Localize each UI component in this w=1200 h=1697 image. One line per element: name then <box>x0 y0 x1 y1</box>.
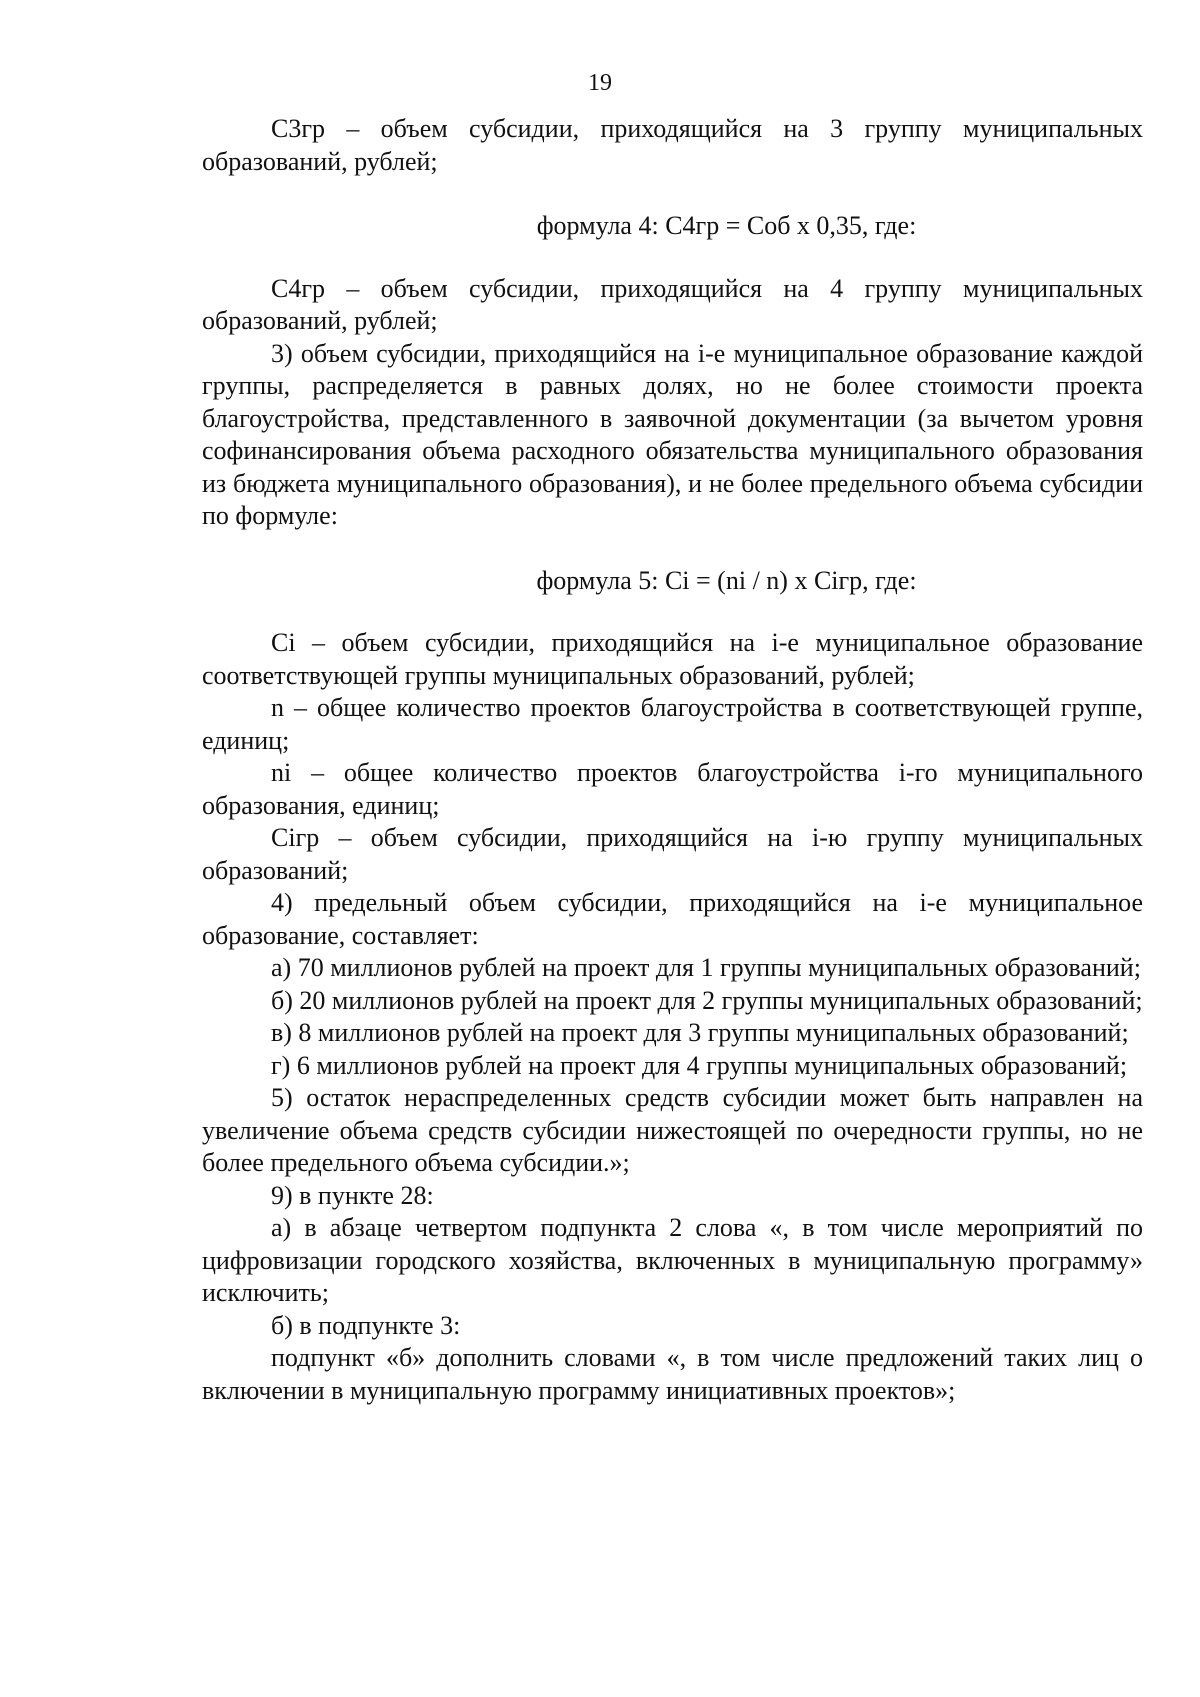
formula-4: формула 4: С4гр = Соб х 0,35, где: <box>536 211 917 240</box>
paragraph-item-9: 9) в пункте 28: <box>271 1180 434 1210</box>
paragraph-item-4g: г) 6 миллионов рублей на проект для 4 группы муниципальных образований; <box>271 1050 1128 1080</box>
paragraph-item-9a: а) в абзаце четвертом подпункта 2 слова «, в том числе мероприятий по цифровизации городского хозяйства, включенных в муниципальную программу» исключить; <box>202 1213 1143 1307</box>
paragraph-item-4: 4) предельный объем субсидии, приходящийся на i-е муниципальное образование, составляет: <box>202 888 1143 950</box>
paragraph-item-9b: б) в подпункте 3: <box>271 1310 461 1340</box>
formula-5: формула 5: Сi = (ni / n) х Сiгр, где: <box>536 565 917 595</box>
page-number: 19 <box>588 70 612 96</box>
paragraph-subitem-b-addition: подпункт «б» дополнить словами «, в том числе предложений таких лиц о включении в муниципальную программу инициативных проектов»; <box>202 1343 1143 1405</box>
paragraph-item-3: 3) объем субсидии, приходящийся на i-е муниципальное образование каждой группы, распределяется в равных долях, но не более стоимости проекта благоустройства, представленного в заявочной документации (за вычетом уровня софинансирования объема расходного обязательства муниципального образования из бюджета муниципального образования), и не более предельного объема субсидии по формуле: <box>202 338 1143 530</box>
paragraph-cigr-definition: Сiгр – объем субсидии, приходящийся на i-ю группу муниципальных образований; <box>202 823 1143 885</box>
paragraph-item-4b: б) 20 миллионов рублей на проект для 2 группы муниципальных образований; <box>271 985 1143 1015</box>
document-body <box>202 113 1143 1407</box>
paragraph-ni-definition: ni – общее количество проектов благоустройства i-го муниципального образования, единиц; <box>202 758 1143 820</box>
paragraph-ci-definition: Сi – объем субсидии, приходящийся на i-е муниципальное образование соответствующей группы муниципальных образований, рублей; <box>202 628 1143 690</box>
paragraph-item-5: 5) остаток нераспределенных средств субсидии может быть направлен на увеличение объема средств субсидии нижестоящей по очередности группы, но не более предельного объема субсидии.»; <box>202 1083 1143 1177</box>
paragraph-c3gr-definition: С3гр – объем субсидии, приходящийся на 3 группу муниципальных образований, рублей; <box>202 114 1143 176</box>
paragraph-n-definition: n – общее количество проектов благоустройства в соответствующей группе, единиц; <box>202 693 1143 755</box>
paragraph-item-4v: в) 8 миллионов рублей на проект для 3 группы муниципальных образований; <box>271 1018 1129 1047</box>
paragraph-item-4a: а) 70 миллионов рублей на проект для 1 группы муниципальных образований; <box>271 953 1141 982</box>
paragraph-c4gr-definition: С4гр – объем субсидии, приходящийся на 4 группу муниципальных образований, рублей; <box>202 273 1143 335</box>
